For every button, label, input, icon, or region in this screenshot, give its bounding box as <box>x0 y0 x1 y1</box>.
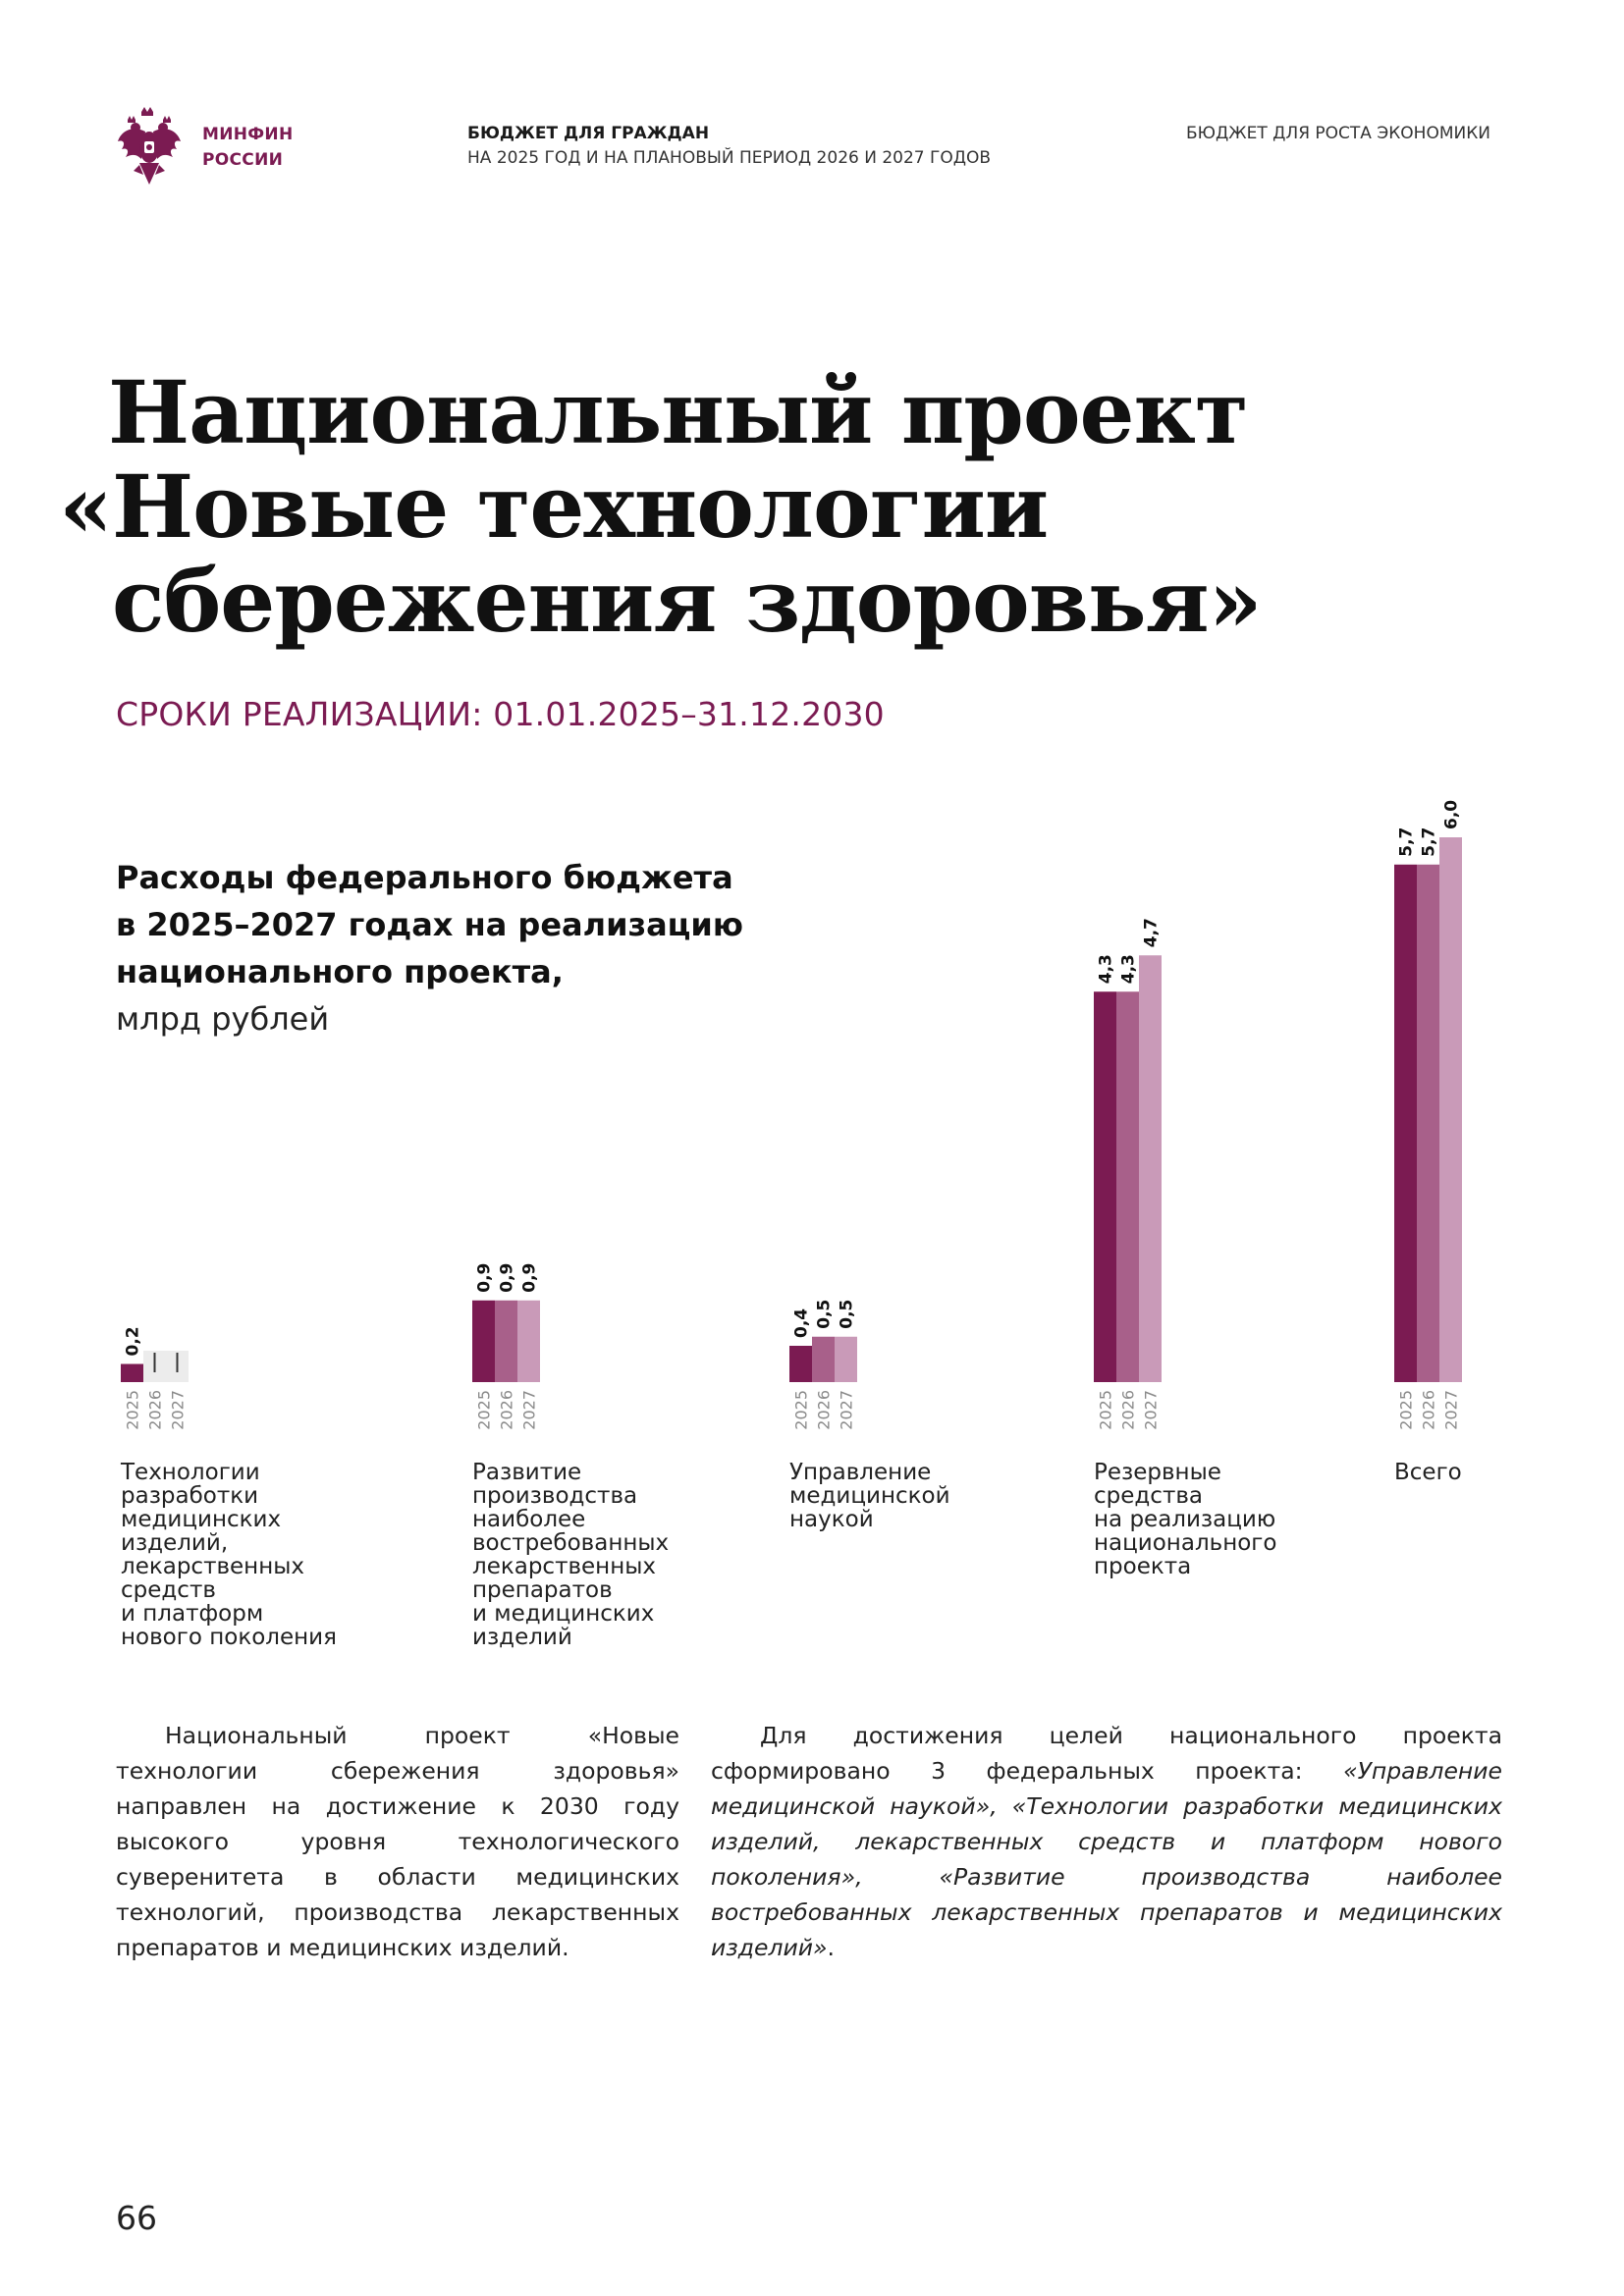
category-label-line: средства <box>1094 1483 1203 1509</box>
bar-2025 <box>1094 991 1116 1382</box>
category-label-line: и платформ <box>121 1601 264 1627</box>
implementation-period: СРОКИ РЕАЛИЗАЦИИ: 01.01.2025–31.12.2030 <box>116 695 885 733</box>
chart-title-line2: в 2025–2027 годах на реализацию <box>116 906 743 943</box>
bar-group-3 <box>789 1300 857 1430</box>
category-label-line: медицинской <box>789 1483 950 1509</box>
doc-subtitle: НА 2025 ГОД И НА ПЛАНОВЫЙ ПЕРИОД 2026 И 2027 ГОДОВ <box>467 148 992 168</box>
paragraph-2 <box>711 1718 1502 1965</box>
bar-2027 <box>1439 837 1462 1382</box>
category-label-line: изделий <box>472 1625 572 1650</box>
chart-unit: млрд рублей <box>116 1000 330 1038</box>
bar-2026 <box>495 1301 517 1382</box>
page-title-line3: сбережения здоровья» <box>112 550 1262 652</box>
bar-2027 <box>517 1301 540 1382</box>
bar-value-label: 0,9 <box>474 1262 495 1293</box>
bar-2025 <box>472 1301 495 1382</box>
page-title-line1: Национальный проект <box>108 361 1248 463</box>
category-label-line: нового поколения <box>121 1625 337 1650</box>
category-label-2 <box>472 1461 728 1649</box>
year-tick-label: 2025 <box>1396 1390 1416 1430</box>
page-title-line2: «Новые технологии <box>59 455 1049 558</box>
year-tick-label: 2025 <box>1096 1390 1115 1430</box>
section-title: БЮДЖЕТ ДЛЯ РОСТА ЭКОНОМИКИ <box>1186 124 1490 143</box>
chart-title-line3: национального проекта, <box>116 953 564 990</box>
year-tick-label: 2027 <box>837 1390 856 1430</box>
bar-value-label: 5,7 <box>1419 827 1439 857</box>
bar-value-label: 4,3 <box>1096 954 1116 985</box>
bar-value-label: 6,0 <box>1441 799 1462 829</box>
year-tick-label: 2027 <box>1441 1390 1461 1430</box>
bar-value-label: 0,2 <box>123 1326 143 1357</box>
bar-value-label: 4,3 <box>1118 954 1139 985</box>
category-label-line: медицинских <box>121 1507 282 1532</box>
category-label-line: и медицинских <box>472 1601 655 1627</box>
year-tick-label: 2027 <box>1141 1390 1161 1430</box>
category-label-line: изделий, <box>121 1530 229 1556</box>
year-tick-label: 2027 <box>519 1390 539 1430</box>
category-label-line: препаратов <box>472 1577 613 1603</box>
bar-2026 <box>1417 865 1439 1382</box>
bar-2025 <box>789 1346 812 1382</box>
year-tick-label: 2025 <box>474 1390 494 1430</box>
bar-value-label: 0,9 <box>497 1262 517 1293</box>
year-tick-label: 2027 <box>168 1390 188 1430</box>
page-number: 66 <box>116 2199 157 2237</box>
org-name-line2: РОССИИ <box>202 150 284 170</box>
federal-projects-list: «Управление медицинской наукой», «Технологии разработки медицинских изделий, лекарственных средств и платформ нового поколения», «Развитие производства наиболее востребованных лекарственных препаратов и медицинских изделий» <box>711 1757 1502 1961</box>
year-tick-label: 2026 <box>497 1390 516 1430</box>
category-label-line: производства <box>472 1483 638 1509</box>
bar-group-4 <box>1094 918 1162 1430</box>
bar-value-label: 0,4 <box>791 1308 812 1338</box>
bar-value-label: 0,5 <box>814 1299 835 1329</box>
year-tick-label: 2026 <box>145 1390 165 1430</box>
bar-value-label: 5,7 <box>1396 827 1417 857</box>
paragraph-2-intro: Для достижения целей национального проекта сформировано 3 федеральных проекта: <box>711 1722 1502 1785</box>
bar-group-1 <box>121 1326 189 1429</box>
doc-title: БЮДЖЕТ ДЛЯ ГРАЖДАН <box>467 124 710 143</box>
category-label-line: Развитие <box>472 1460 582 1485</box>
category-label-1 <box>121 1461 376 1649</box>
year-tick-label: 2026 <box>814 1390 834 1430</box>
year-tick-label: 2026 <box>1419 1390 1438 1430</box>
bar-2027 <box>835 1337 857 1382</box>
category-label-line: на реализацию <box>1094 1507 1276 1532</box>
category-label-line: Резервные <box>1094 1460 1221 1485</box>
bar-group-2 <box>472 1263 540 1430</box>
chart-title-line1: Расходы федерального бюджета <box>116 859 733 896</box>
paragraph-1 <box>116 1718 679 1965</box>
year-tick-label: 2025 <box>791 1390 811 1430</box>
category-label-5 <box>1394 1461 1624 1484</box>
category-label-4 <box>1094 1461 1349 1578</box>
category-label-line: Всего <box>1394 1460 1462 1485</box>
category-label-line: лекарственных <box>121 1554 305 1579</box>
category-label-line: лекарственных <box>472 1554 657 1579</box>
bar-2026 <box>1116 991 1139 1382</box>
org-name-line1: МИНФИН <box>202 125 294 144</box>
category-label-line: Управление <box>789 1460 932 1485</box>
category-label-line: разработки <box>121 1483 259 1509</box>
category-label-line: востребованных <box>472 1530 670 1556</box>
category-label-line: проекта <box>1094 1554 1192 1579</box>
category-label-line: Технологии <box>121 1460 260 1485</box>
category-label-line: наукой <box>789 1507 874 1532</box>
bar-2027 <box>1139 955 1162 1382</box>
bar-value-label: 4,7 <box>1141 918 1162 948</box>
year-tick-label: 2026 <box>1118 1390 1138 1430</box>
bar-value-label: 0,5 <box>837 1299 857 1329</box>
bar-2026 <box>812 1337 835 1382</box>
paragraph-2-end: . <box>827 1934 836 1961</box>
bar-2025 <box>121 1364 143 1383</box>
bar-2025 <box>1394 865 1417 1382</box>
bar-value-label: 0,9 <box>519 1262 540 1293</box>
category-label-line: средств <box>121 1577 216 1603</box>
paragraph-1-text: Национальный проект «Новые технологии сбережения здоровья» направлен на достижение к 2030 году высокого уровня технологического суверенитета в области медицинских технологий, производства лекарственных препаратов и медицинских изделий. <box>116 1722 679 1961</box>
category-label-3 <box>789 1461 1045 1531</box>
year-tick-label: 2025 <box>123 1390 142 1430</box>
category-label-line: наиболее <box>472 1507 586 1532</box>
category-label-line: национального <box>1094 1530 1277 1556</box>
bar-group-5 <box>1394 800 1462 1430</box>
